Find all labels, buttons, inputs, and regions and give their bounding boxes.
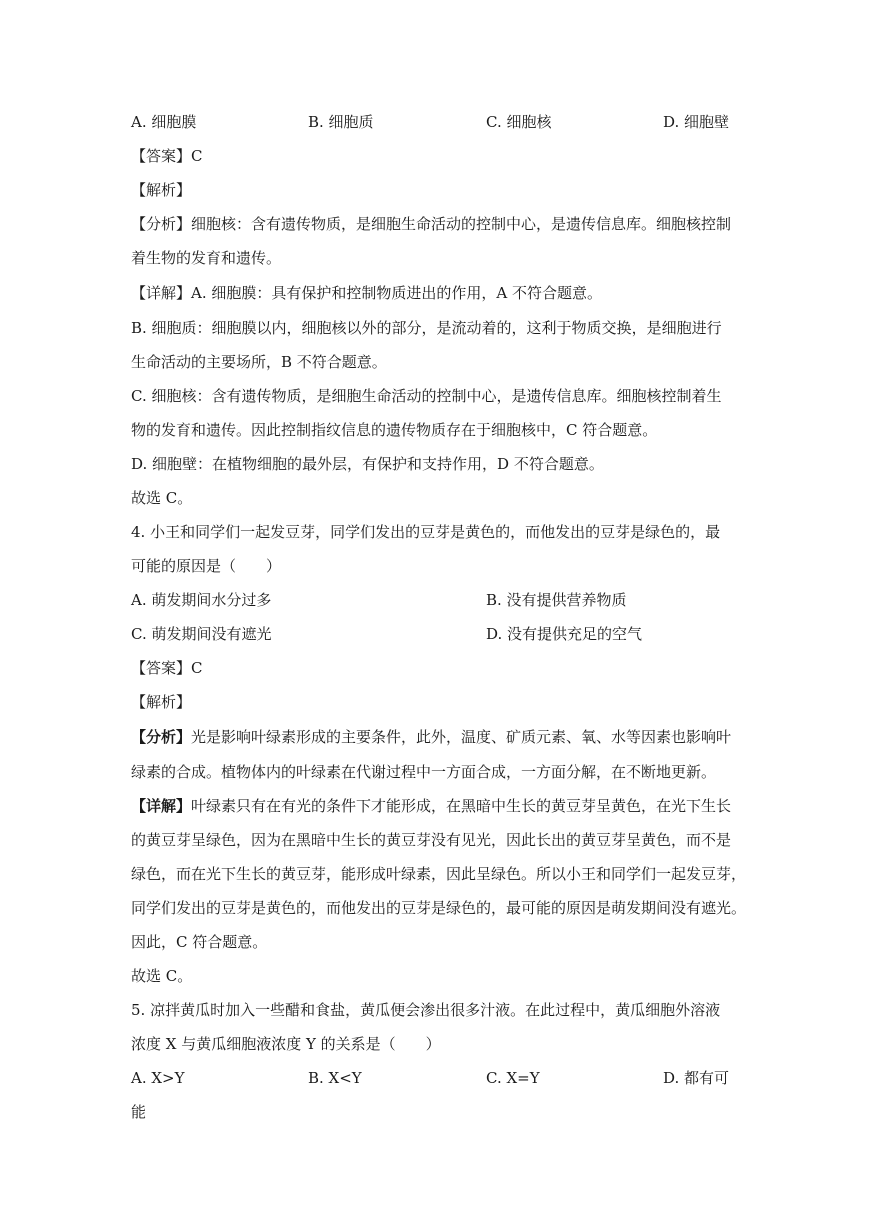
answer-tag: 【答案】: [131, 147, 192, 165]
q5-option-c: C. X=Y: [486, 1069, 540, 1087]
q5-option-d: D. 都有可: [663, 1069, 730, 1087]
q3-fenxi-line-2: 着生物的发育和遗传。: [131, 249, 282, 267]
q4-answer: [131, 658, 203, 678]
q4-option-d: D. 没有提供充足的空气: [486, 625, 643, 643]
q4-detail-line-3: 绿色，而在光下生长的黄豆芽，能形成叶绿素，因此呈绿色。所以小王和同学们一起发豆芽，: [131, 865, 747, 883]
detail-tag: 【详解】: [131, 797, 192, 815]
q3-answer: [131, 146, 203, 166]
detail-text: A. 细胞膜：具有保护和控制物质进出的作用，A 不符合题意。: [191, 284, 602, 302]
q3-fenxi-line-1: [131, 214, 731, 234]
q5-stem-line-2: 浓度 X 与黄瓜细胞液浓度 Y 的关系是（ ）: [131, 1035, 441, 1053]
fenxi-text: 细胞核：含有遗传物质，是细胞生命活动的控制中心，是遗传信息库。细胞核控制: [191, 215, 732, 233]
q3-detail-line-1: [131, 283, 602, 303]
q4-analysis-heading: 【解析】: [131, 693, 192, 711]
detail-text: 叶绿素只有在有光的条件下才能形成，在黑暗中生长的黄豆芽呈黄色，在光下生长: [191, 797, 732, 815]
q4-detail-line-5: 因此，C 符合题意。: [131, 933, 268, 951]
q4-fenxi-line-1: [131, 727, 731, 747]
q3-detail-line-6: D. 细胞壁：在植物细胞的最外层，有保护和支持作用，D 不符合题意。: [131, 455, 604, 473]
answer-value: C: [191, 659, 203, 677]
fenxi-text: 光是影响叶绿素形成的主要条件，此外，温度、矿质元素、氧、水等因素也影响叶: [191, 728, 732, 746]
q5-option-b: B. X<Y: [308, 1069, 362, 1087]
q4-option-c: C. 萌发期间没有遮光: [131, 625, 272, 643]
q4-option-b: B. 没有提供营养物质: [486, 591, 627, 609]
q3-option-a: A. 细胞膜: [131, 113, 197, 131]
answer-value: C: [191, 147, 203, 165]
q4-option-a: A. 萌发期间水分过多: [131, 591, 272, 609]
q4-stem-line-2: 可能的原因是（ ）: [131, 557, 282, 575]
answer-tag: 【答案】: [131, 659, 192, 677]
q4-detail-line-1: [131, 796, 731, 816]
q4-conclusion: 故选 C。: [131, 967, 193, 985]
q5-option-d-wrap: 能: [131, 1103, 147, 1121]
q3-option-c: C. 细胞核: [486, 113, 552, 131]
q5-option-a: A. X>Y: [131, 1069, 185, 1087]
q3-detail-line-2: B. 细胞质：细胞膜以内，细胞核以外的部分，是流动着的，这利于物质交换，是细胞进行: [131, 319, 722, 337]
q3-detail-line-3: 生命活动的主要场所，B 不符合题意。: [131, 353, 387, 371]
q4-stem-line-1: 4. 小王和同学们一起发豆芽，同学们发出的豆芽是黄色的，而他发出的豆芽是绿色的，最: [131, 523, 721, 541]
q4-detail-line-2: 的黄豆芽呈绿色，因为在黑暗中生长的黄豆芽没有见光，因此长出的黄豆芽呈黄色，而不是: [131, 831, 732, 849]
q5-stem-line-1: 5. 凉拌黄瓜时加入一些醋和食盐，黄瓜便会渗出很多汁液。在此过程中，黄瓜细胞外溶液: [131, 1001, 721, 1019]
q3-detail-line-5: 物的发育和遗传。因此控制指纹信息的遗传物质存在于细胞核中，C 符合题意。: [131, 421, 658, 439]
q3-option-b: B. 细胞质: [308, 113, 374, 131]
detail-tag: 【详解】: [131, 284, 192, 302]
fenxi-tag: 【分析】: [131, 728, 192, 746]
q3-conclusion: 故选 C。: [131, 489, 193, 507]
q4-fenxi-line-2: 绿素的合成。植物体内的叶绿素在代谢过程中一方面合成，一方面分解，在不断地更新。: [131, 763, 717, 781]
q3-option-d: D. 细胞壁: [663, 113, 730, 131]
q4-detail-line-4: 同学们发出的豆芽是黄色的，而他发出的豆芽是绿色的，最可能的原因是萌发期间没有遮光。: [131, 899, 747, 917]
q3-detail-line-4: C. 细胞核：含有遗传物质，是细胞生命活动的控制中心，是遗传信息库。细胞核控制着生: [131, 387, 722, 405]
q3-analysis-heading: 【解析】: [131, 181, 192, 199]
fenxi-tag: 【分析】: [131, 215, 192, 233]
